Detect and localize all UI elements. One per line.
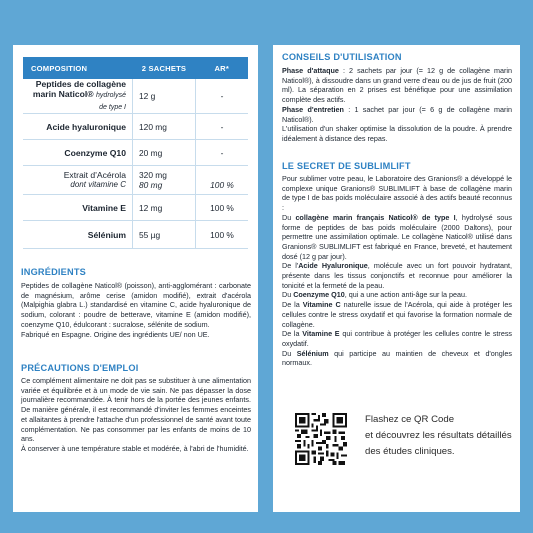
vitc-text: naturelle issue de l'Acérola, qui aide à protéger les cellules contre le stress oxydatif et qui favorise la formation normale de collagène. (282, 300, 513, 329)
entretien-label: Phase d'entretien (282, 104, 344, 114)
entretien-text: : 1 sachet par jour (= 6 g de collagène marin Naticol®). (282, 104, 512, 124)
acide-label: Acide Hyaluronique (298, 261, 368, 271)
q10-pre: Du (282, 290, 294, 300)
conseils-title: CONSEILS D'UTILISATION (282, 52, 402, 62)
composition-header: COMPOSITION (23, 57, 133, 79)
collagene-label: collagène marin français Naticol® de type I (295, 212, 456, 222)
composition-header-row (23, 57, 248, 79)
ingredient-name: Extrait d'Acérola (63, 170, 126, 180)
precautions-title: PRÉCAUTIONS D'EMPLOI (21, 363, 139, 373)
ingredient-value: 12 mg (133, 195, 196, 221)
conseils-text-block (282, 66, 512, 144)
attaque-text: : 2 sachets par jour (= 12 g de collagène marin Naticol®), à dissoudre dans un grand verre d'eau ou de jus de fruit (200 ml). La séparation en 2 prises est bénéfique pour une assimilation complète des actifs. (282, 66, 512, 105)
ingredient-value: 120 mg (133, 114, 196, 140)
right-panel (273, 45, 520, 512)
ingredients-title: INGRÉDIENTS (21, 267, 86, 277)
ingredient-ar: 100 % (196, 195, 249, 221)
ingredient-value: 20 mg (133, 140, 196, 166)
sel-pre: Du (282, 348, 297, 358)
ingredient-ar: - (196, 140, 249, 166)
vite-pre: De la (282, 329, 303, 339)
ingredient-value: 12 g (133, 79, 196, 114)
qr-line-3: des études cliniques. (365, 446, 455, 457)
sel-label: Sélénium (296, 348, 329, 358)
composition-table (23, 57, 248, 249)
vite-label: Vitamine E (302, 329, 340, 339)
storage-text: À conserver à une température stable et modérée, à l'abri de l'humidité. (21, 443, 249, 453)
vitc-label: Vitamine C (302, 300, 341, 310)
precautions-text-block (21, 376, 251, 454)
ingredient-ar-secondary: 100 % (210, 180, 234, 190)
vite-text: qui contribue à protéger les cellules contre le stress oxydatif. (282, 329, 513, 348)
table-row (23, 195, 248, 221)
ingredient-sub: dont vitamine C (70, 180, 126, 189)
ingredients-origin: Fabriqué en Espagne. Origine des ingrédients UE/ non UE. (21, 329, 210, 339)
ingredient-value-secondary: 80 mg (139, 180, 163, 190)
ingredient-ar: 100 % (196, 221, 249, 249)
table-row (23, 79, 248, 114)
ingredient-name: Vitamine E (23, 195, 133, 221)
ingredients-text-block (21, 281, 251, 339)
ingredient-sub: hydrolysé de type I (96, 92, 126, 111)
vitc-pre: De la (282, 300, 303, 310)
ingredient-name: Acide hyaluronique (23, 114, 133, 140)
q10-label: Coenzyme Q10 (293, 290, 345, 300)
acide-text: , molécule avec un fort pouvoir hydratant, présente dans les tissus conjonctifs et reconnue pour améliorer la tonicité et la fermeté de la peau. (282, 261, 512, 290)
secret-intro: Pour sublimer votre peau, le Laboratoire des Granions® a développé le complexe unique Granions® SUBLIMLIFT à base de collagène marin de type I de bas poids moléculaire associé à des actifs beauté reconnus : (282, 174, 512, 213)
table-row (23, 140, 248, 166)
secret-title: LE SECRET DE SUBLIMLIFT (282, 161, 411, 171)
qr-line-1: Flashez ce QR Code (365, 414, 455, 425)
ingredient-name: Peptides de collagène marin Naticol® (32, 79, 126, 99)
ingredient-ar: - (196, 79, 249, 114)
table-row (23, 221, 248, 249)
sachets-header: 2 SACHETS (133, 57, 196, 79)
collagene-text: , hydrolysé sous forme de peptides de bas poids moléculaire (2000 Daltons), pour permettre une assimilation optimale. Le collagène Naticol® utilisé dans Granions® SUBLIMLIFT est fabriqué en France, breveté, et hautement dosé (12 g par jour). (282, 212, 513, 261)
precautions-text: Ce complément alimentaire ne doit pas se substituer à une alimentation variée et équilibrée et à un mode de vie sain. Ne pas dépasser la dose journalière recommandée. À tenir hors de la portée des jeunes enfants. De manière générale, il est recommandé d'inviter les femmes enceintes et allaitantes à prendre l'attache d'un professionnel de santé avant toute complémentation. Ne pas consommer par les enfants de moins de 10 ans. (21, 376, 251, 444)
ingredient-value: 320 mg (139, 170, 167, 180)
table-row (23, 166, 248, 195)
left-panel (13, 45, 258, 512)
ingredient-name: Sélénium (23, 221, 133, 249)
sel-text: qui participe au maintien de cheveux et d'ongles normaux. (282, 348, 512, 368)
ingredients-text: Peptides de collagène Naticol® (poisson), anti-agglomérant : carbonate de magnésium, arôme cerise (amidon modifié), extrait d'acérola (Malpighia glabra L.) standardisé en vitamine C, acide hyaluronique de sodium, colorant : poudre de betterave, vitamine E (amidon modifié), coenzyme Q10, édulcorant : sucralose, sélénite de sodium. (21, 281, 251, 329)
ingredient-name: Coenzyme Q10 (23, 140, 133, 166)
qr-caption (365, 412, 515, 460)
attaque-label: Phase d'attaque (282, 66, 339, 75)
secret-text-block (282, 174, 512, 368)
ingredient-ar: - (196, 114, 249, 140)
qr-code-icon[interactable] (295, 413, 347, 465)
qr-line-2: et découvrez les résultats détaillés (365, 430, 512, 441)
ar-header: AR* (196, 57, 249, 79)
ingredient-value: 55 µg (133, 221, 196, 249)
q10-text: , qui a une action anti-âge sur la peau. (344, 290, 467, 300)
shaker-text: L'utilisation d'un shaker optimise la dissolution de la poudre. À prendre idéalement à distance des repas. (282, 124, 512, 143)
acide-pre: De l' (282, 261, 299, 271)
collagene-pre: Du (282, 212, 296, 222)
table-row (23, 114, 248, 140)
